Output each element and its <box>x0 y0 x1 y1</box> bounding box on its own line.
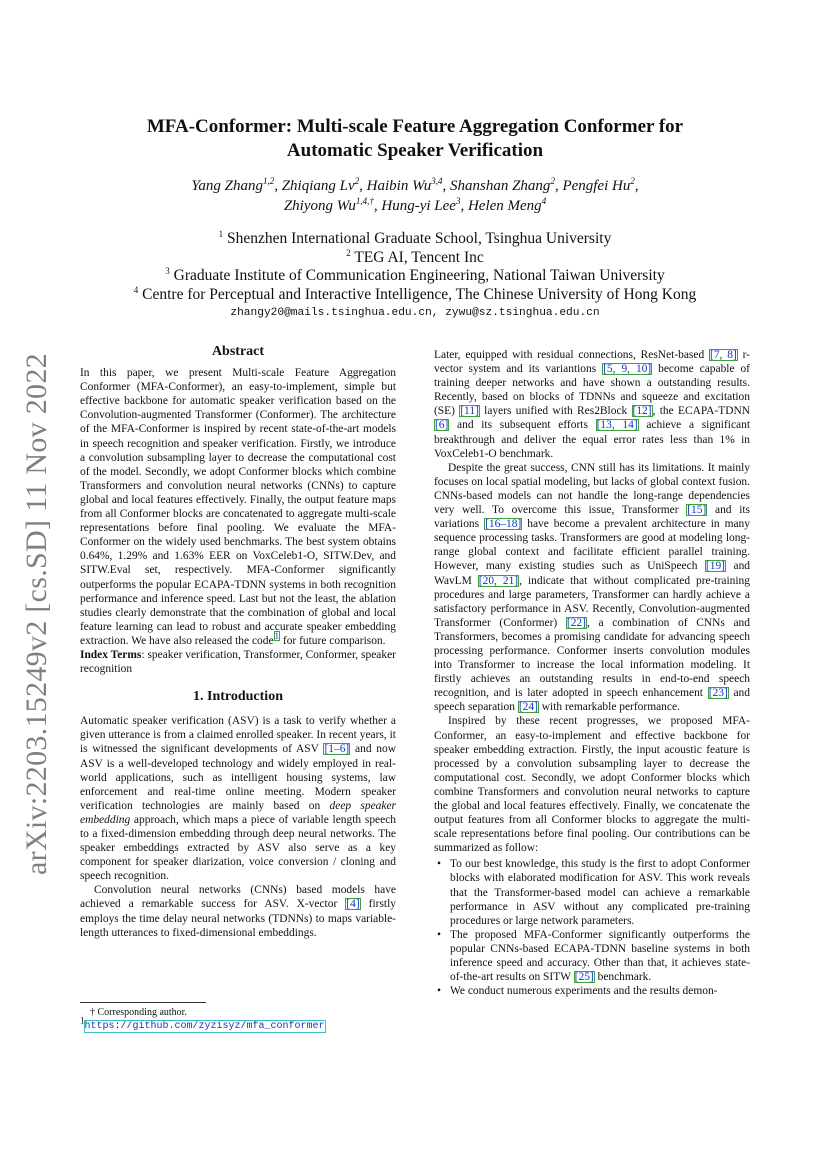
author-mark: 3 <box>455 196 461 206</box>
code-link[interactable]: https://github.com/zyzisyz/mfa_conformer <box>84 1021 325 1032</box>
right-column <box>434 348 750 998</box>
left-column <box>80 345 396 940</box>
introduction-heading: 1. Introduction <box>193 689 283 705</box>
footnote-rule <box>80 1002 206 1003</box>
text-run: , the ECAPA-TDNN <box>652 405 750 418</box>
author-list <box>80 176 750 216</box>
arxiv-id[interactable]: arXiv:2203.15249v2 [cs.SD] 11 Nov 2022 <box>20 353 53 875</box>
citation-link[interactable]: [25] <box>574 971 594 984</box>
citation-link[interactable]: [4] <box>346 898 360 911</box>
paper-title <box>80 115 750 163</box>
author-name: Shanshan Zhang <box>450 178 551 194</box>
text-run: The proposed MFA-Conformer significantly outperforms the popular CNNs-based ECAPA-TDNN baseline systems in both inference speed and accuracy. Other than that, it achieves state-of-the-art results on SITW <box>450 928 750 984</box>
text-run: with remarkable performance. <box>538 701 680 714</box>
contribution-item: • To our best knowledge, this study is the first to adopt Conformer blocks with elaborated modification for ASV. This work reveals that the Transformer-based model can achieve a remarkable performance in ASV without any complicated pre-training procedures or large network parameters. <box>450 857 750 927</box>
citation-link[interactable]: [11] <box>460 405 479 418</box>
author-line-1: Yang Zhang$^{1,2}$, Zhiqiang Lv$^2$, Haibin Wu$^{3,4}$, Shanshan Zhang$^2$, Pengfei Hu$^2$, <box>191 176 639 194</box>
contact-emails[interactable]: zhangy20@mails.tsinghua.edu.cn, zywu@sz.tsinghua.edu.cn <box>230 307 600 319</box>
text-run: Later, equipped with residual connections, ResNet-based <box>434 349 710 361</box>
index-terms <box>80 648 396 676</box>
text-run: and WavLM <box>434 560 751 587</box>
citation-link[interactable]: [13, 14] <box>596 419 638 432</box>
affiliation-text: Centre for Perceptual and Interactive Intelligence, The Chinese University of Hong Kong <box>142 285 697 303</box>
corresponding-author-note: † Corresponding author. <box>90 1007 187 1018</box>
arxiv-stamp <box>14 354 60 874</box>
citation-link[interactable]: [19] <box>705 560 725 573</box>
abstract-body: In this paper, we present Multi-scale Feature Aggregation Conformer (MFA-Conformer), an easy-to-implement, simple but effective backbone for automatic speaker verification based on the Convolution-augmented Transformer (Conformer). The architecture of the MFA-Conformer is inspired by recent state-of-the-art models in speech recognition and speaker verification. Firstly, we introduce a convolution subsampling layer to decrease the computational cost of the model. Secondly, we adopt Conformer blocks which combine Transformers and convolution neural networks (CNNs) to capture global and local features effectively. Finally, the output feature maps from all Conformer blocks are concatenated to aggregate multi-scale representations before final pooling. We evaluate the MFA-Conformer on the widely used benchmarks. The best system obtains 0.64%, 1.29% and 1.63% EER on VoxCeleb1-O, SITW.Dev, and SITW.Eval set, respectively. MFA-Conformer significantly outperforms the popular ECAPA-TDNN systems in both recognition performance and inference speed. Last but not the least, the ablation studies clearly demonstrate that the combination of global and local feature learning can lead to robust and accurate speaker embedding extraction. We have also released the code <box>80 367 396 647</box>
footnote-mark: 1 <box>80 1015 85 1026</box>
author-name: Zhiyong Wu <box>283 198 356 214</box>
text-run: and its variations <box>434 504 750 531</box>
affiliation-mark: 1 <box>218 228 224 239</box>
author-mark: 1,2 <box>262 176 275 186</box>
affiliation <box>80 249 750 268</box>
author-mark: 2 <box>550 176 555 186</box>
affiliation-mark: 3 <box>165 265 170 276</box>
text-run: , a combination of CNNs and Transformers, becomes a promising candidate for advancing speech processing performance. Conformer inserts convolution modules into Transformer to increase the local information modeling. It firstly achieves an outstanding results in end-to-end speech recognition, and is later adopted in speech enhancement <box>434 616 750 700</box>
citation-link[interactable]: [20, 21] <box>478 574 519 587</box>
text-run: layers unified with Res2Block <box>479 405 632 418</box>
citation-link[interactable]: [24] <box>518 701 538 714</box>
citation-link[interactable]: [12] <box>632 405 652 418</box>
text-run: Automatic speaker verification (ASV) is a task to verify whether a given utterance is from a claimed enrolled speaker. In recent years, it is witnessed the significant developments of ASV <box>80 715 396 756</box>
title-line-1: MFA-Conformer: Multi-scale Feature Aggregation Conformer for <box>146 116 684 137</box>
affiliation <box>80 267 750 286</box>
text-run: become capable of training deeper networks and have shown a outstanding results. Recently, based on blocks of TDNNs and squeeze and excitation (SE) <box>434 363 750 418</box>
author-name: Yang Zhang <box>191 178 263 194</box>
affiliation <box>80 230 750 249</box>
affiliation-mark: 2 <box>346 247 351 258</box>
author-mark: 4 <box>541 196 547 206</box>
author-name: Haibin Wu <box>366 178 432 194</box>
intro-paragraph-2 <box>80 883 396 939</box>
affiliation <box>80 286 750 305</box>
text-run: and speech separation <box>434 687 750 714</box>
intro-paragraph-4 <box>434 461 750 715</box>
intro-paragraph-1 <box>80 714 396 883</box>
affiliation-text: TEG AI, Tencent Inc <box>354 248 484 266</box>
author-name: Zhiqiang Lv <box>281 178 355 194</box>
citation-link[interactable]: [15] <box>687 504 707 517</box>
citation-link[interactable]: [6] <box>435 419 449 432</box>
intro-paragraph-3 <box>434 348 750 461</box>
text-run: , indicate that without complicated pre-training procedures and large parameters, Transformer can hardly achieve a satisfactory performance in ASV. Recently, Convolution-augmented Transformer (Conformer) <box>434 574 750 629</box>
author-mark: 3,4 <box>431 176 443 186</box>
text-run: and its subsequent efforts <box>449 419 596 432</box>
abstract-tail: for future comparison. <box>280 634 386 647</box>
text-run: achieve a significant breakthrough and deliver the equal error rates less than 1% in VoxCeleb1-O benchmark. <box>434 419 750 460</box>
footnote-link[interactable]: 1 <box>274 631 280 642</box>
abstract-heading: Abstract <box>211 344 265 359</box>
contribution-item: • We conduct numerous experiments and the results demon- <box>450 984 750 998</box>
citation-link[interactable]: [16–18] <box>485 518 522 531</box>
index-terms-label: Index Terms <box>80 648 142 661</box>
author-name: Hung-yi Lee <box>381 198 456 214</box>
affiliation-mark: 4 <box>133 284 139 295</box>
author-line-2: Zhiyong $Wu^{1,4,\dagger}$, Hung-yi Lee$^3$, Helen Meng$^4$ <box>283 196 547 214</box>
text-run: r-vector system and its variantions <box>434 349 750 376</box>
author-mark: 2 <box>354 176 360 186</box>
author-name: Pengfei Hu <box>562 178 631 194</box>
index-terms-text: : speaker verification, Transformer, Conformer, speaker recognition <box>80 648 396 676</box>
citation-link[interactable]: [1–6] <box>324 743 350 756</box>
text-run: Convolution neural networks (CNNs) based models have achieved a remarkable success for ASV. X-vector <box>80 884 396 911</box>
intro-paragraph-5: Inspired by these recent progresses, we proposed MFA-Conformer, an easy-to-implement and effective backbone for speaker embedding extraction. Firstly, the input acoustic feature is processed by a convolution subsampling layer to decrease the computational cost. Secondly, we adopt Conformer blocks which combine Transformers and convolution neural networks to capture the global and local features effectively. Finally, we concatenate the output features from all Conformer blocks to aggregate the multi-scale representations before final pooling. Our contributions can be summarized as follow: <box>434 715 750 855</box>
citation-link[interactable]: [23] <box>708 687 728 700</box>
citation-link[interactable]: [22] <box>566 616 586 629</box>
affiliation-text: Graduate Institute of Communication Engineering, National Taiwan University <box>173 267 665 284</box>
text-run: and now ASV is a well-developed technology and widely employed in real-world applications, such as intelligent housing systems, law enforcement and real-time online meeting. Modern speaker verification technologies are mainly based on <box>80 743 396 812</box>
text-run: approach, which maps a piece of variable length speech to a fixed-dimension embedding through deep neural networks. The speaker embeddings extracted by ASV also serve as a key component for speaker diarization, voice conversion / cloning and speech recognition. <box>80 813 396 883</box>
footnotes <box>80 1002 396 1033</box>
author-mark: 2 <box>630 176 635 186</box>
affiliation-text: Shenzhen International Graduate School, Tsinghua University <box>227 230 612 247</box>
contribution-item <box>450 928 750 984</box>
author-name: Helen Meng <box>467 198 542 214</box>
author-mark: 1,4,† <box>355 196 374 206</box>
code-footnote <box>80 1015 396 1033</box>
citation-link[interactable]: [5, 9, 10] <box>603 363 652 376</box>
citation-link[interactable]: [7, 8] <box>710 349 737 361</box>
text-run: have become a prevalent architecture in many sequence processing tasks. Transformers are good at modeling long-range global context and facilitate efficient parallel training. However, many existing studies such as UniSpeech <box>434 518 750 573</box>
text-run: firstly employs the time delay neural networks (TDNNs) to maps variable-length utterances to fixed-dimensional embeddings. <box>80 898 396 939</box>
abstract-text <box>80 366 396 648</box>
text-run: benchmark. <box>594 971 652 984</box>
title-line-2: Automatic Speaker Verification <box>286 140 544 161</box>
contribution-list <box>434 857 750 998</box>
affiliation-list <box>80 230 750 304</box>
emphasis: deep speaker embedding <box>80 799 396 826</box>
text-run: Despite the great success, CNN still has its limitations. It mainly focuses on local spatial modeling, but lacks of global context fusion. CNNs-based models can not handle the long-range dependencies very well. To overcome this issue, Transformer <box>434 461 750 517</box>
